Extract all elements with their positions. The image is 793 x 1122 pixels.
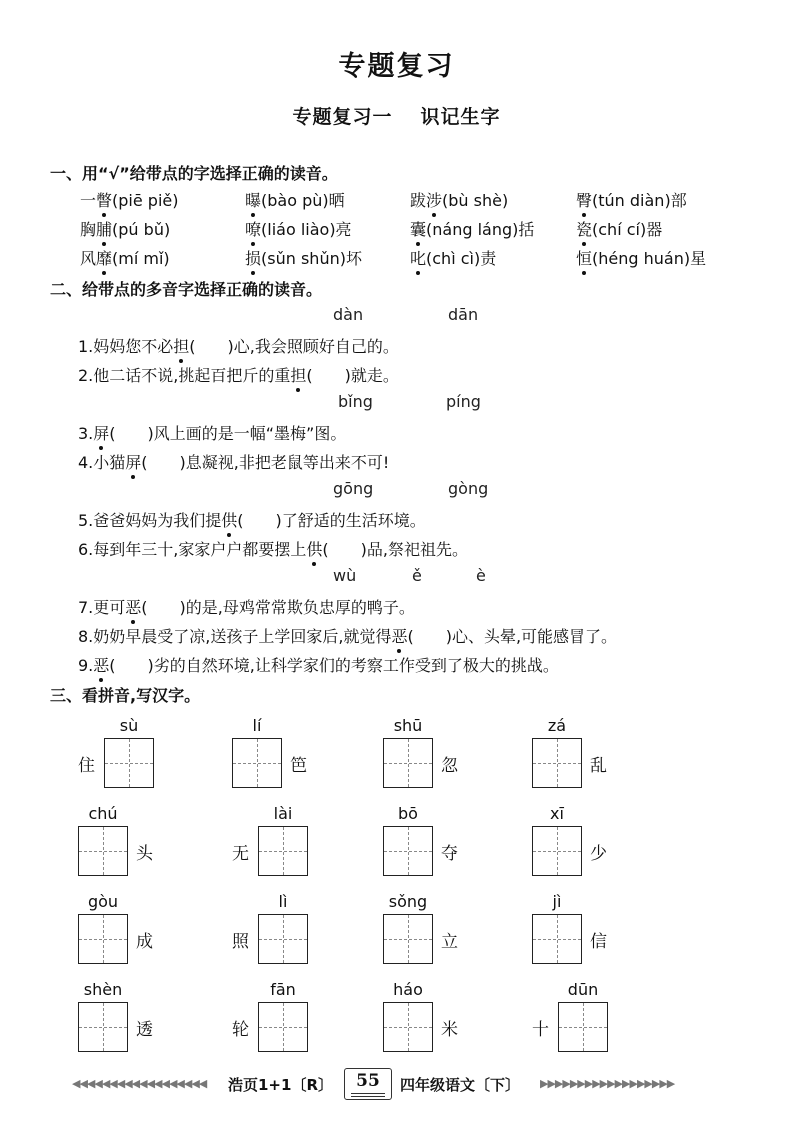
dotted-char: 恶 [391,624,407,647]
sentence-item [78,363,399,386]
sentence-item [78,537,468,560]
pinyin-label: jì [552,892,562,911]
writing-box [78,1002,128,1052]
footer-series: 浩页1+1〔R〕 [228,1076,333,1094]
text-post: (sǔn shǔn)坏 [261,249,362,268]
pinyin-label: fān [270,980,296,999]
pinyin-label: dūn [567,980,599,999]
text-pre: 7.更可 [78,598,126,617]
sentence-item [78,624,617,647]
sentence-item [78,508,426,531]
dotted-char: 屏 [93,421,109,444]
word-char-before: 住 [78,756,95,776]
text-post: (chí cí)器 [592,220,663,239]
text-post: (bù shè) [442,191,509,210]
text-post: (tún diàn)部 [592,191,687,210]
dotted-char: 嘹 [245,217,261,240]
dotted-char: 叱 [410,246,426,269]
sentence-item [78,450,389,473]
section2-heading: 二、给带点的多音字选择正确的读音。 [50,280,323,299]
subtitle-part: 专题复习一 [292,106,393,128]
pronunciation-item [410,188,508,211]
word-char-after: 忽 [441,756,458,776]
text-post: (liáo liào)亮 [261,220,352,239]
text-pre: 9. [78,656,94,675]
word-char-after: 透 [136,1020,153,1040]
pinyin-label: sǒng [388,892,428,911]
word-char-after: 头 [136,844,153,864]
writing-box [78,826,128,876]
dotted-char: 屏 [125,450,141,473]
text-pre: 5.爸爸妈妈为我们提 [78,511,222,530]
section3-heading: 三、看拼音,写汉字。 [50,686,201,705]
pinyin-option: gōng [333,479,374,498]
word-char-after: 信 [590,932,607,952]
text-post: ( )劣的自然环境,让科学家们的考察工作受到了极大的挑战。 [109,656,559,675]
text-post: ( )品,祭祀祖先。 [322,540,468,559]
dotted-char: 供 [306,537,322,560]
dotted-char: 靡 [96,246,112,269]
footer-arrows-right: ▶▶▶▶▶▶▶▶▶▶▶▶▶▶▶▶▶▶ [540,1077,675,1090]
section1-heading: 一、用“√”给带点的字选择正确的读音。 [50,164,338,183]
word-char-before: 无 [232,844,249,864]
word-char-before: 十 [532,1020,549,1040]
dotted-char: 涉 [426,188,442,211]
writing-box [383,826,433,876]
dotted-char: 担 [173,334,189,357]
section-subtitle [0,102,793,129]
dotted-char: 恶 [93,653,109,676]
text-post: ( )就走。 [306,366,399,385]
pronunciation-item [576,188,687,211]
page-number: 55 [344,1068,392,1100]
text-post: ( )的是,母鸡常常欺负忠厚的鸭子。 [141,598,415,617]
sentence-item [78,653,559,676]
dotted-char: 供 [221,508,237,531]
word-char-before: 照 [232,932,249,952]
writing-box [532,738,582,788]
sentence-item [78,334,399,357]
word-char-after: 夺 [441,844,458,864]
writing-box [232,738,282,788]
text-post: ( )了舒适的生活环境。 [237,511,426,530]
sentence-item [78,421,346,444]
word-char-after: 成 [136,932,153,952]
text-pre: 4.小猫 [78,453,126,472]
text-post: ( )风上画的是一幅“墨梅”图。 [109,424,347,443]
dotted-char: 囊 [410,217,426,240]
dotted-char: 脯 [96,217,112,240]
pronunciation-item [245,188,345,211]
text-post: ( )心,我会照顾好自己的。 [189,337,399,356]
pinyin-option: gòng [448,479,489,498]
pinyin-option: píng [446,392,481,411]
text-pre: 胸 [80,220,97,239]
writing-box [104,738,154,788]
text-pre: 一 [80,191,97,210]
pinyin-label: shū [393,716,423,735]
text-post: (náng láng)括 [426,220,535,239]
writing-box [383,1002,433,1052]
writing-box [78,914,128,964]
pronunciation-item [410,246,496,269]
sentence-item [78,595,415,618]
text-post: (héng huán)星 [592,249,707,268]
text-post: ( )息凝视,非把老鼠等出来不可! [141,453,390,472]
text-pre: 跋 [410,191,427,210]
pinyin-option: dàn [333,305,364,324]
text-pre: 6.每到年三十,家家户户都要摆上 [78,540,307,559]
pinyin-label: shèn [83,980,123,999]
page-title: 专题复习 [338,51,455,82]
pronunciation-item [410,217,534,240]
writing-box [258,1002,308,1052]
pinyin-option: dān [448,305,479,324]
pronunciation-item [576,246,706,269]
text-pre: 风 [80,249,97,268]
pronunciation-item [245,217,352,240]
writing-box [258,914,308,964]
pinyin-label: lài [273,804,293,823]
footer-grade: 四年级语文〔下〕 [400,1076,521,1094]
pronunciation-item [80,217,170,240]
dotted-char: 担 [290,363,306,386]
writing-box [532,826,582,876]
pinyin-label: háo [393,980,423,999]
text-post: (pú bǔ) [112,220,171,239]
pinyin-label: bō [398,804,418,823]
pinyin-label: chú [88,804,118,823]
text-post: (chì cì)责 [426,249,497,268]
dotted-char: 曝 [245,188,261,211]
pinyin-label: xī [550,804,564,823]
dotted-char: 恶 [125,595,141,618]
text-pre: 8.奶奶早晨受了凉,送孩子上学回家后,就觉得 [78,627,392,646]
text-post: ( )心、头晕,可能感冒了。 [407,627,618,646]
pronunciation-item [80,246,170,269]
dotted-char: 恒 [576,246,592,269]
text-pre: 2.他二话不说,挑起百把斤的重 [78,366,291,385]
subtitle-topic: 识记生字 [420,106,501,128]
dotted-char: 瞥 [96,188,112,211]
text-post: (mí mǐ) [112,249,170,268]
writing-box [558,1002,608,1052]
word-char-before: 轮 [232,1020,249,1040]
dotted-char: 瓷 [576,217,592,240]
pinyin-label: gòu [87,892,119,911]
pinyin-label: sù [119,716,139,735]
pinyin-option: wù [333,566,357,585]
text-pre: 1.妈妈您不必 [78,337,174,356]
word-char-after: 立 [441,932,458,952]
pronunciation-item [245,246,362,269]
word-char-after: 笆 [290,756,307,776]
pinyin-option: ě [412,566,422,585]
pinyin-option: è [476,566,486,585]
writing-box [383,738,433,788]
pinyin-label: lì [278,892,288,911]
pronunciation-item [80,188,179,211]
pinyin-label: zá [547,716,567,735]
writing-box [383,914,433,964]
text-pre: 3. [78,424,94,443]
text-post: (piē piě) [112,191,179,210]
dotted-char: 损 [245,246,261,269]
footer-arrows-left: ◀◀◀◀◀◀◀◀◀◀◀◀◀◀◀◀◀◀ [72,1077,207,1090]
word-char-after: 少 [590,844,607,864]
writing-box [532,914,582,964]
pinyin-label: lí [252,716,262,735]
pronunciation-item [576,217,662,240]
writing-box [258,826,308,876]
dotted-char: 臀 [576,188,592,211]
text-post: (bào pù)晒 [261,191,345,210]
word-char-after: 米 [441,1020,458,1040]
pinyin-option: bǐng [338,392,373,411]
word-char-after: 乱 [590,756,607,776]
